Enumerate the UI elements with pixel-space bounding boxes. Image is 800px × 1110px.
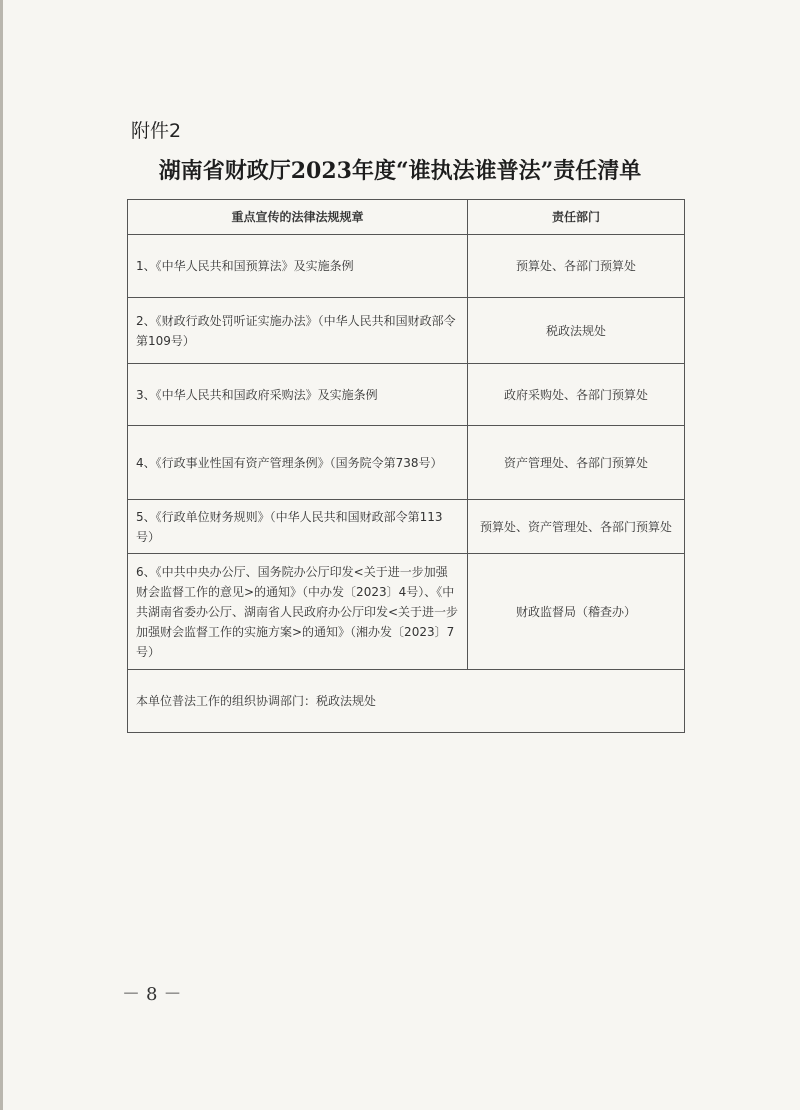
law-cell: 5、《行政单位财务规则》（中华人民共和国财政部令第113号） xyxy=(128,500,468,554)
attachment-label: 附件2 xyxy=(131,120,182,142)
law-cell: 3、《中华人民共和国政府采购法》及实施条例 xyxy=(128,364,468,426)
department-cell: 税政法规处 xyxy=(468,298,685,364)
law-cell: 6、《中共中央办公厅、国务院办公厅印发<关于进一步加强财会监督工作的意见>的通知》（中办发〔2023〕4号）、《中共湖南省委办公厅、湖南省人民政府办公厅印发<关于进一步加强财会监督工作的实施方案>的通知》（湘办发〔2023〕7号） xyxy=(128,554,468,670)
coordinating-department-note: 本单位普法工作的组织协调部门：税政法规处 xyxy=(128,670,685,733)
law-cell: 4、《行政事业性国有资产管理条例》（国务院令第738号） xyxy=(128,426,468,500)
header-department: 责任部门 xyxy=(468,200,685,235)
law-cell: 2、《财政行政处罚听证实施办法》（中华人民共和国财政部令第109号） xyxy=(128,298,468,364)
page-number: －8－ xyxy=(122,984,188,1005)
table-row xyxy=(128,554,685,670)
department-cell: 政府采购处、各部门预算处 xyxy=(468,364,685,426)
department-cell: 资产管理处、各部门预算处 xyxy=(468,426,685,500)
department-cell: 预算处、各部门预算处 xyxy=(468,235,685,298)
table-row xyxy=(128,500,685,554)
header-laws: 重点宣传的法律法规规章 xyxy=(128,200,468,235)
table-header-row xyxy=(128,200,685,235)
table-row xyxy=(128,235,685,298)
responsibility-table xyxy=(127,199,685,733)
table-footer-row xyxy=(128,670,685,733)
department-cell: 预算处、资产管理处、各部门预算处 xyxy=(468,500,685,554)
law-cell: 1、《中华人民共和国预算法》及实施条例 xyxy=(128,235,468,298)
document-title: 湖南省财政厅2023年度“谁执法谁普法”责任清单 xyxy=(158,158,642,184)
department-cell: 财政监督局（稽查办） xyxy=(468,554,685,670)
table-row xyxy=(128,426,685,500)
page-edge xyxy=(0,0,3,1110)
table-row xyxy=(128,364,685,426)
table-row xyxy=(128,298,685,364)
